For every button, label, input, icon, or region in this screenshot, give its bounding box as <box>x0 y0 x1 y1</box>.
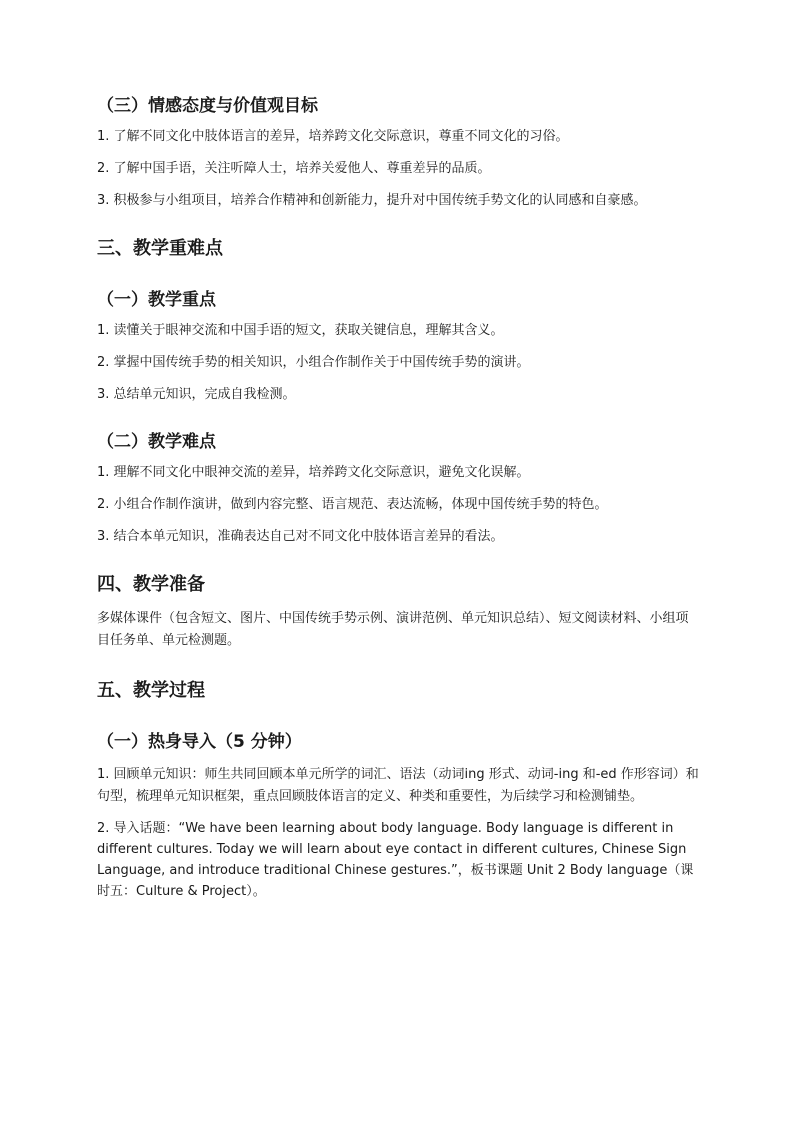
list-item: 1. 了解不同文化中肢体语言的差异，培养跨文化交际意识，尊重不同文化的习俗。 <box>97 129 569 144</box>
list-item: 2. 掌握中国传统手势的相关知识，小组合作制作关于中国传统手势的演讲。 <box>97 355 530 370</box>
list-item: 2. 了解中国手语，关注听障人士，培养关爱他人、尊重差异的品质。 <box>97 161 491 176</box>
section-title-preparation: 四、教学准备 <box>97 574 205 595</box>
list-item: 1. 读懂关于眼神交流和中国手语的短文，获取关键信息，理解其含义。 <box>97 323 504 338</box>
list-item: 1. 理解不同文化中眼神交流的差异，培养跨文化交际意识，避免文化误解。 <box>97 465 530 480</box>
list-item: 1. 回顾单元知识：师生共同回顾本单元所学的词汇、语法（动词ing 形式、动词-ing 和-ed 作形容词）和句型，梳理单元知识框架，重点回顾肢体语言的定义、种类和重要性，为后续学习和检测铺垫。 <box>97 767 699 804</box>
section-title-teaching-process: 五、教学过程 <box>97 680 205 701</box>
list-item: 3. 结合本单元知识，准确表达自己对不同文化中肢体语言差异的看法。 <box>97 529 504 544</box>
section-title-teaching-difficulties: （二）教学难点 <box>97 432 216 452</box>
list-item: 3. 积极参与小组项目，培养合作精神和创新能力，提升对中国传统手势文化的认同感和自豪感。 <box>97 193 647 208</box>
section-title-warm-up: （一）热身导入（5 分钟） <box>97 732 302 752</box>
list-item: 2. 小组合作制作演讲，做到内容完整、语言规范、表达流畅，体现中国传统手势的特色。 <box>97 497 608 512</box>
section-title-teaching-focus: （一）教学重点 <box>97 290 216 310</box>
section-title-affective-goals: （三）情感态度与价值观目标 <box>97 96 318 116</box>
list-item: 3. 总结单元知识，完成自我检测。 <box>97 387 296 402</box>
list-item: 2. 导入话题：“We have been learning about body language. Body language is different in different cultures. Today we will learn about eye contact in different cultures, Chinese Sign Language, and introduce traditional Chinese gestures.”，板书课题 Unit 2 Body language（课时五：Culture & Project）。 <box>97 821 694 899</box>
preparation-text: 多媒体课件（包含短文、图片、中国传统手势示例、演讲范例、单元知识总结）、短文阅读材料、小组项目任务单、单元检测题。 <box>97 611 689 648</box>
section-title-key-points: 三、教学重难点 <box>97 238 223 259</box>
document-body <box>97 94 701 902</box>
